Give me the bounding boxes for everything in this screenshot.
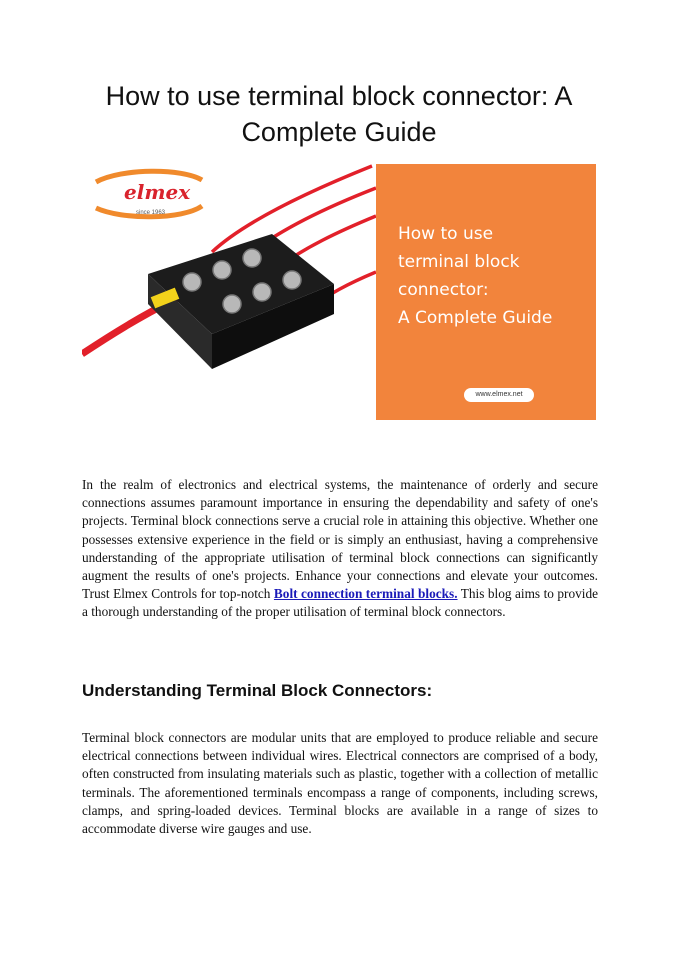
elmex-logo-tagline: since 1963 [136,210,166,216]
website-badge: www.elmex.net [464,388,534,402]
section-heading: Understanding Terminal Block Connectors: [82,681,433,700]
intro-text-end: This blog aims to provide a thorough understanding of the proper utilisation of terminal block connectors. [82,586,598,620]
screw-2 [213,261,231,279]
page-title: How to use terminal block connector: A Complete Guide [105,81,573,147]
hero-banner-image [82,164,596,420]
hero-heading-line-4: A Complete Guide [398,308,553,328]
elmex-logo-text: elmex [124,180,191,204]
screw-4 [223,295,241,313]
hero-heading-line-2: terminal block [398,252,520,272]
section-paragraph: Terminal block connectors are modular units that are employed to produce reliable and secure electrical connections between individual wires. Electrical connectors are comprised of a body, often constructed from insulating materials such as plastic, together with a collection of metallic terminals. The aforementioned terminals encompass a range of components, including screws, clamps, and spring-loaded devices. Terminal blocks are available in a range of sizes to accommodate diverse wire gauges and use. [82,730,598,837]
hero-heading-line-3: connector: [398,280,489,300]
bolt-connection-terminal-blocks-link[interactable]: Bolt connection terminal blocks. [273,586,458,602]
hero-heading-line-1: How to use [398,224,494,244]
hero-text-panel [376,164,596,420]
screw-5 [253,283,271,301]
screw-6 [283,271,301,289]
intro-text: In the realm of electronics and electrical systems, the maintenance of orderly and secure connections assumes paramount importance in ensuring the dependability and safety of one's projects. Terminal block connections serve a crucial role in attaining this objective. Whether one possesses extensive experience in the field or is simply an enthusiast, having a comprehensive understanding of the appropriate utilisation of terminal block connections can significantly augment the results of one's projects. Enhance your connections and elevate your outcomes. Trust Elmex Controls for top-notch [82,477,598,602]
intro-paragraph [82,476,598,622]
terminal-block-photo [82,164,376,420]
screw-1 [183,273,201,291]
red-wire-1 [212,166,372,252]
screw-3 [243,249,261,267]
